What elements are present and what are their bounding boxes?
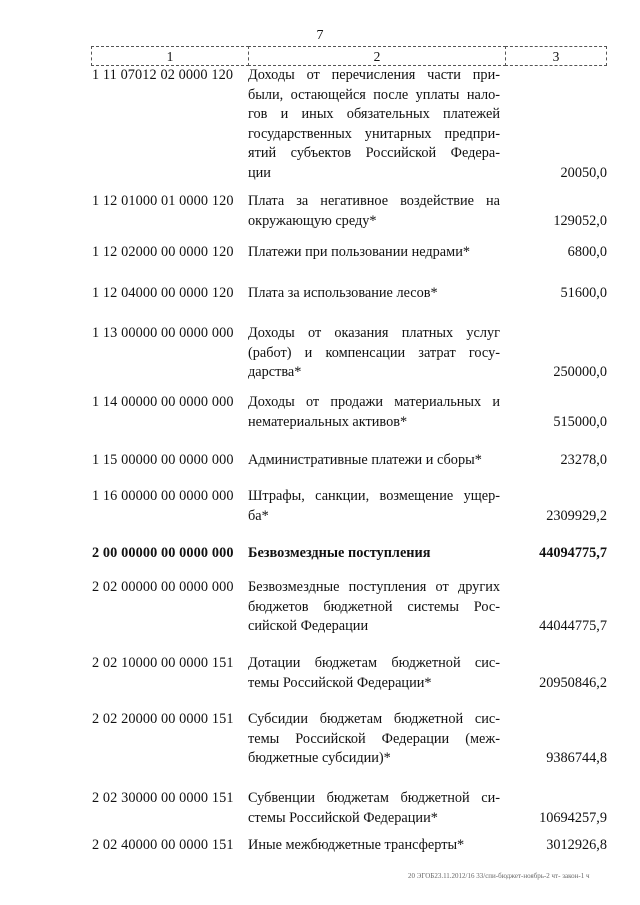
row-name-line: Штрафы, санкции, возмещение ущер- bbox=[248, 488, 500, 504]
row-value: 129052,0 bbox=[553, 212, 607, 229]
row-name-line: Доходы от продажи материальных и bbox=[248, 394, 500, 410]
row-code: 2 02 10000 00 0000 151 bbox=[92, 655, 234, 671]
row-name-line: государственных унитарных предпри- bbox=[248, 125, 500, 142]
footer-file-path: 20 ЭГОБ23.11.2012/16 33/спи-бюджет-ноябрь-2 чт- закон-1 ч bbox=[408, 872, 590, 880]
row-value: 250000,0 bbox=[553, 364, 607, 380]
row-code: 1 16 00000 00 0000 000 bbox=[92, 488, 234, 504]
row-code: 1 12 01000 01 0000 120 bbox=[92, 193, 234, 209]
row-name bbox=[248, 192, 500, 231]
row-code: 2 02 20000 00 0000 151 bbox=[92, 711, 234, 727]
row-name-line: Плата за негативное воздействие на bbox=[248, 193, 500, 209]
row-code: 1 15 00000 00 0000 000 bbox=[92, 452, 234, 468]
row-name-line: гов и иных обязательных платежей bbox=[248, 106, 500, 122]
row-name-line: Субвенции бюджетам бюджетной си- bbox=[248, 790, 500, 806]
row-name-line: Доходы от оказания платных услуг bbox=[248, 325, 500, 341]
row-name bbox=[248, 789, 500, 828]
row-name bbox=[248, 451, 500, 471]
table-header bbox=[91, 46, 608, 66]
row-name-line: ятий субъектов Российской Федера- bbox=[248, 145, 500, 161]
header-col-name: 2 bbox=[248, 46, 506, 66]
row-name-line: Платежи при пользовании недрами* bbox=[248, 244, 470, 260]
row-name-line: дарства* bbox=[248, 364, 302, 380]
row-name-line: бюджетов бюджетной системы Рос- bbox=[248, 598, 500, 615]
row-name bbox=[248, 578, 500, 637]
row-code: 1 11 07012 02 0000 120 bbox=[92, 67, 234, 83]
row-name-line: Доходы от перечисления части при- bbox=[248, 67, 500, 83]
row-name-line: Административные платежи и сборы* bbox=[248, 452, 482, 468]
row-value: 10694257,9 bbox=[539, 809, 607, 826]
row-name-line: ции bbox=[248, 164, 271, 181]
row-name bbox=[248, 324, 500, 383]
row-value: 20950846,2 bbox=[539, 674, 607, 691]
header-col-code: 1 bbox=[91, 46, 249, 66]
row-value: 9386744,8 bbox=[546, 750, 607, 766]
row-value: 51600,0 bbox=[560, 285, 607, 301]
row-code: 1 12 02000 00 0000 120 bbox=[92, 244, 234, 260]
row-name-line: Плата за использование лесов* bbox=[248, 285, 438, 301]
row-value: 2309929,2 bbox=[546, 507, 607, 524]
row-name-line: Безвозмездные поступления bbox=[248, 545, 431, 561]
row-name bbox=[248, 487, 500, 526]
row-name bbox=[248, 393, 500, 432]
row-value: 44094775,7 bbox=[539, 545, 607, 561]
row-name-line: сийской Федерации bbox=[248, 618, 369, 634]
row-name bbox=[248, 544, 500, 564]
page-number: 7 bbox=[316, 28, 324, 43]
row-name-line: ба* bbox=[248, 507, 269, 524]
row-name-line: темы Российской Федерации* bbox=[248, 674, 432, 691]
row-value: 6800,0 bbox=[567, 244, 607, 260]
row-code: 2 00 00000 00 0000 000 bbox=[92, 545, 234, 561]
row-value: 23278,0 bbox=[560, 452, 607, 468]
row-code: 1 12 04000 00 0000 120 bbox=[92, 285, 234, 301]
row-code: 1 14 00000 00 0000 000 bbox=[92, 394, 234, 410]
row-code: 1 13 00000 00 0000 000 bbox=[92, 325, 234, 341]
row-value: 515000,0 bbox=[553, 413, 607, 430]
row-code: 2 02 40000 00 0000 151 bbox=[92, 837, 234, 853]
row-name-line: бюджетные субсидии)* bbox=[248, 750, 391, 766]
row-name bbox=[248, 710, 500, 769]
row-value: 44044775,7 bbox=[539, 618, 607, 634]
row-name bbox=[248, 654, 500, 693]
row-name-line: были, остающейся после уплаты нало- bbox=[248, 86, 500, 103]
row-name-line: окружающую среду* bbox=[248, 212, 377, 229]
row-value: 20050,0 bbox=[560, 164, 607, 181]
row-name bbox=[248, 836, 500, 856]
row-name bbox=[248, 66, 500, 183]
row-name-line: темы Российской Федерации (меж- bbox=[248, 730, 500, 747]
row-name-line: Дотации бюджетам бюджетной сис- bbox=[248, 655, 500, 671]
row-name-line: (работ) и компенсации затрат госу- bbox=[248, 344, 500, 361]
row-name-line: Иные межбюджетные трансферты* bbox=[248, 837, 465, 853]
row-code: 2 02 30000 00 0000 151 bbox=[92, 790, 234, 806]
row-code: 2 02 00000 00 0000 000 bbox=[92, 579, 234, 595]
row-name-line: нематериальных активов* bbox=[248, 413, 408, 430]
row-name bbox=[248, 243, 500, 263]
header-col-value: 3 bbox=[505, 46, 607, 66]
row-name bbox=[248, 284, 500, 304]
row-name-line: стемы Российской Федерации* bbox=[248, 809, 438, 826]
row-name-line: Безвозмездные поступления от других bbox=[248, 579, 500, 595]
row-name-line: Субсидии бюджетам бюджетной сис- bbox=[248, 711, 500, 727]
row-value: 3012926,8 bbox=[546, 837, 607, 853]
